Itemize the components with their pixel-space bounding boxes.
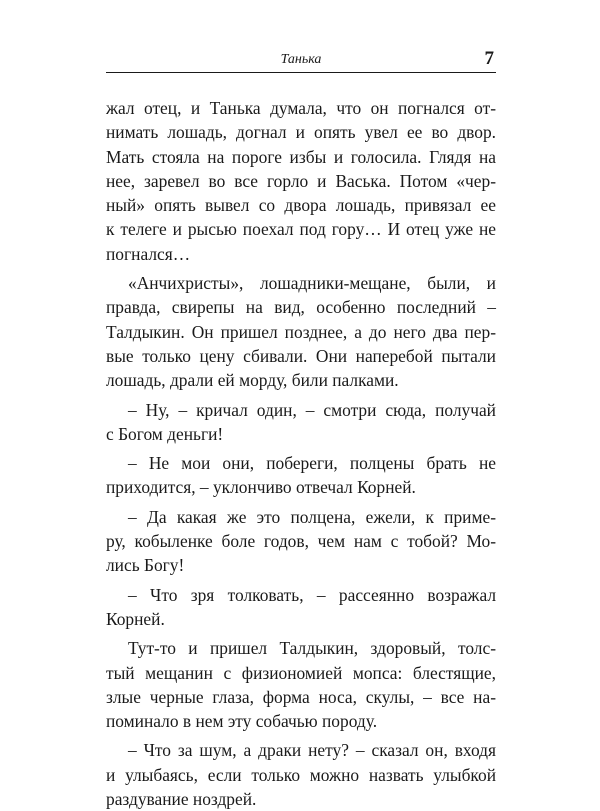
paragraph [106, 451, 496, 500]
text-line: жал отец, и Танька думала, что он погнался от- [106, 98, 496, 118]
text-line: нимать лошадь, догнал и опять увел ее во двор. [106, 122, 496, 143]
paragraph [106, 583, 496, 632]
text-line: вые только цену сбивали. Они наперебой пытали [106, 345, 496, 366]
paragraph [106, 96, 496, 266]
paragraph [106, 505, 496, 578]
text-line: – Да какая же это полцена, ежели, к приме- [128, 506, 496, 527]
text-line: с Богом деньги! [106, 423, 224, 444]
text-line: лошадь, драли ей морду, били палками. [106, 370, 399, 391]
text-line: – Ну, – кричал один, – смотри сюда, получай [128, 399, 496, 420]
running-header [106, 48, 496, 73]
text-line: Тут-то и пришел Талдыкин, здоровый, толс- [128, 638, 496, 659]
text-line: нее, заревел во все горло и Васька. Потом «чер- [106, 170, 496, 191]
paragraph [106, 636, 496, 733]
text-line: Корней. [106, 608, 165, 629]
paragraph [106, 271, 496, 392]
text-line: лись Богу! [106, 555, 185, 576]
text-line: «Анчихристы», лошадники-мещане, были, и [128, 273, 496, 294]
text-line: – Не мои они, побереги, полцены брать не [128, 453, 496, 474]
text-line: к телеге и рысью поехал под гору… И отец уже не [106, 219, 496, 240]
text-line: ру, кобыленке боле годов, чем нам с тобой? Мо- [106, 531, 496, 552]
text-line: тый мещанин с физиономией мопса: блестящие, [106, 662, 496, 683]
text-line: приходится, – уклончиво отвечал Корней. [106, 477, 416, 498]
paragraph [106, 398, 496, 447]
body-text [106, 96, 496, 811]
paragraph [106, 738, 496, 811]
text-line: Талдыкин. Он пришел позднее, а до него два пер- [106, 321, 496, 342]
page-number: 7 [484, 48, 494, 69]
text-line: злые черные глаза, форма носа, скулы, – все на- [106, 686, 496, 707]
text-line: – Что зря толковать, – рассеянно возражал [128, 584, 496, 605]
text-line: правда, свирепы на вид, особенно последний – [106, 297, 496, 318]
text-line: ный» опять вывел со двора лошадь, привязал ее [106, 195, 496, 216]
running-title: Танька [280, 52, 322, 67]
text-line: – Что за шум, а драки нету? – сказал он, входя [128, 740, 496, 761]
text-line: погнался… [106, 243, 191, 264]
text-line: Мать стояла на пороге избы и голосила. Глядя на [106, 146, 496, 167]
text-line: раздувание ноздрей. [106, 789, 257, 810]
text-line: и улыбаясь, если только можно назвать улыбкой [106, 764, 496, 785]
text-line: поминало в нем эту собачью породу. [106, 711, 378, 732]
